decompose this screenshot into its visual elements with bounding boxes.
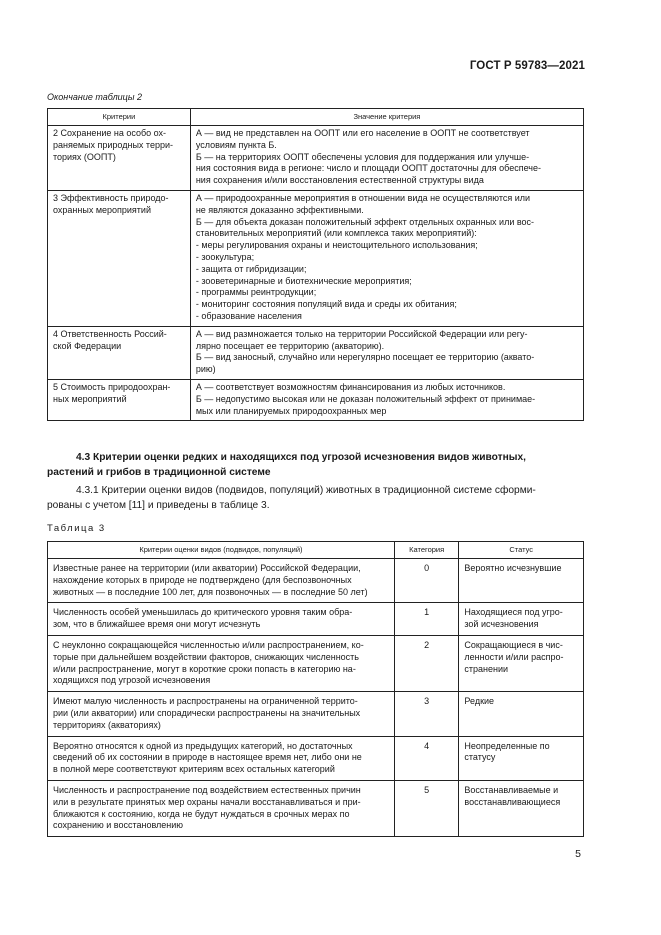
cell-line: животных — в последние 100 лет, для позвоночных — в последние 50 лет) <box>53 586 368 597</box>
cell-line: - меры регулирования охраны и неистощительного использования; <box>195 240 478 251</box>
paragraph <box>47 484 584 513</box>
cell-line: становительных мероприятий (или комплекса таких мероприятий): <box>195 228 477 239</box>
cell-line: Численность особей уменьшилась до критического уровня таким обра- <box>53 607 353 618</box>
table3-category-cell: 1 <box>394 603 459 636</box>
table3-row <box>48 603 584 636</box>
cell-line: ных мероприятий <box>53 393 127 404</box>
table2-value-cell <box>190 379 583 420</box>
table3-category-cell: 3 <box>394 692 459 736</box>
table3-status-cell <box>459 559 584 603</box>
table2-header-value: Значение критерия <box>190 109 583 126</box>
cell-line: раняемых природных терри- <box>53 139 173 150</box>
paragraph-line: рованы с учетом [11] и приведены в таблице 3. <box>47 499 270 511</box>
cell-line: нахождение которых в природе не подтверждено (для беспозвоночных <box>53 574 352 585</box>
table3-criteria-cell <box>48 603 395 636</box>
cell-line: 4 Ответственность Россий- <box>53 328 167 339</box>
section-heading-line: 4.3 Критерии оценки редких и находящихся под угрозой исчезновения видов животных, <box>76 452 526 463</box>
table3-status-cell <box>459 603 584 636</box>
table3-criteria-cell <box>48 736 395 780</box>
table2-row <box>48 326 584 379</box>
cell-line: ния состояния вида в регионе: число и площади ООПТ достаточны для обеспече- <box>195 163 541 174</box>
cell-line: Вероятно относятся к одной из предыдущих категорий, но достаточных <box>53 740 353 751</box>
cell-line: Б — вид заносный, случайно или нерегулярно посещает ее территорию (аквато- <box>195 352 535 363</box>
cell-line: ния сохранения и/или восстановления естественной структуры вида <box>195 175 484 186</box>
cell-line: 5 Стоимость природоохран- <box>53 381 171 392</box>
cell-line: или в результате принятых мер охраны начали восстанавливаться и при- <box>53 796 361 807</box>
cell-line: не являются доказанно эффективными. <box>195 204 364 215</box>
cell-line: 3 Эффективность природо- <box>53 192 169 203</box>
table3-status-cell <box>459 635 584 691</box>
table3-status-cell <box>459 736 584 780</box>
cell-line: ходящихся под угрозой исчезновения <box>53 675 211 686</box>
cell-line: А — вид размножается только на территории Российской Федерации или регу- <box>195 328 528 339</box>
cell-line: и/или распространение, могут в короткие сроки попасть в категорию на- <box>53 663 356 674</box>
table3-header-criteria: Критерии оценки видов (подвидов, популяций) <box>48 542 395 559</box>
cell-line: территориях (акваториях) <box>53 719 161 730</box>
standard-header: ГОСТ Р 59783—2021 <box>469 60 585 72</box>
cell-line: Редкие <box>464 696 495 707</box>
page-number: 5 <box>575 848 581 860</box>
cell-line: А — соответствует возможностям финансирования из любых источников. <box>195 381 506 392</box>
table3-status-cell <box>459 780 584 836</box>
cell-line: ленности и/или распро- <box>464 651 564 662</box>
table3-body <box>48 559 584 837</box>
cell-line: - защита от гибридизации; <box>195 263 307 274</box>
table2-value-cell <box>190 326 583 379</box>
cell-line: зой исчезновения <box>464 619 539 630</box>
paragraph-line: 4.3.1 Критерии оценки видов (подвидов, популяций) животных в традиционной системе сформи- <box>76 485 536 496</box>
cell-line: 2 Сохранение на особо ох- <box>53 128 167 138</box>
table2-header-criteria: Критерии <box>48 109 191 126</box>
table2-value-cell <box>190 190 583 326</box>
cell-line: условиям пункта Б. <box>195 139 277 150</box>
cell-line: рию) <box>195 364 216 375</box>
cell-line: А — природоохранные мероприятия в отношении вида не осуществляются или <box>195 192 531 203</box>
cell-line: лярно посещает ее территорию (акваторию). <box>195 340 385 351</box>
table2-criterion-cell <box>48 126 191 191</box>
table2-row <box>48 379 584 420</box>
cell-line: С неуклонно сокращающейся численностью и/или распространением, ко- <box>53 639 364 650</box>
cell-line: Неопределенные по <box>464 740 550 751</box>
cell-line: Имеют малую численность и распространены на ограниченной террито- <box>53 696 358 707</box>
table3-header-status: Статус <box>459 542 584 559</box>
cell-line: восстанавливающиеся <box>464 796 561 807</box>
table2-criterion-cell <box>48 326 191 379</box>
cell-line: Вероятно исчезнувшие <box>464 563 562 573</box>
table3-criteria-cell <box>48 780 395 836</box>
cell-line: охранных мероприятий <box>53 204 151 215</box>
cell-line: А — вид не представлен на ООПТ или его население в ООПТ не соответствует <box>195 128 530 138</box>
cell-line: Численность и распространение под воздействием естественных причин <box>53 784 361 795</box>
table3-category-cell: 0 <box>394 559 459 603</box>
table2-header-row <box>48 109 584 126</box>
cell-line: Известные ранее на территории (или акватории) Российской Федерации, <box>53 563 361 573</box>
table3-header-category: Категория <box>394 542 459 559</box>
table2-value-cell <box>190 126 583 191</box>
table3-status-cell <box>459 692 584 736</box>
table-2 <box>47 108 584 421</box>
cell-line: зом, что в ближайшее время они могут исчезнуть <box>53 619 261 630</box>
table-3 <box>47 541 584 837</box>
cell-line: мых или планируемых природоохранных мер <box>195 405 387 416</box>
table3-header-row <box>48 542 584 559</box>
table2-body <box>48 126 584 421</box>
cell-line: Б — недопустимо высокая или не доказан положительный эффект от принимае- <box>195 393 536 404</box>
cell-line: - зооветеринарные и биотехнические мероприятия; <box>195 275 412 286</box>
cell-line: Находящиеся под угро- <box>464 607 563 618</box>
cell-line: ториях (ООПТ) <box>53 151 116 162</box>
cell-line: - зоокультура; <box>195 251 255 262</box>
cell-line: странении <box>464 663 509 674</box>
cell-line: Восстанавливаемые и <box>464 784 559 795</box>
section-heading <box>47 451 584 480</box>
table3-caption: Таблица 3 <box>47 523 106 534</box>
cell-line: торые при дальнейшем воздействии факторов, снижающих численность <box>53 651 359 662</box>
table2-row <box>48 126 584 191</box>
table3-category-cell: 2 <box>394 635 459 691</box>
cell-line: сохранению и восстановлению <box>53 820 184 831</box>
cell-line: ближаются к состоянию, когда не будут нуждаться в срочных мерах по <box>53 808 350 819</box>
cell-line: в полной мере соответствуют критериям всех остальных категорий <box>53 764 335 775</box>
table3-row <box>48 780 584 836</box>
table3-criteria-cell <box>48 635 395 691</box>
cell-line: Б — для объекта доказан положительный эффект отдельных охранных или вос- <box>195 216 535 227</box>
table3-row <box>48 559 584 603</box>
table3-criteria-cell <box>48 692 395 736</box>
cell-line: ской Федерации <box>53 340 122 351</box>
table2-row <box>48 190 584 326</box>
table3-criteria-cell <box>48 559 395 603</box>
cell-line: рии (или акватории) или спорадически распространены на значительных <box>53 707 361 718</box>
table2-criterion-cell <box>48 379 191 420</box>
cell-line: - мониторинг состояния популяций вида и среды их обитания; <box>195 299 457 310</box>
table3-category-cell: 5 <box>394 780 459 836</box>
table3-row <box>48 692 584 736</box>
table3-row <box>48 736 584 780</box>
cell-line: статусу <box>464 752 496 763</box>
cell-line: - образование населения <box>195 310 302 321</box>
table3-row <box>48 635 584 691</box>
cell-line: сведений об их состоянии в природе в настоящее время нет, либо они не <box>53 752 362 763</box>
cell-line: - программы реинтродукции; <box>195 287 317 298</box>
table2-caption: Окончание таблицы 2 <box>47 92 142 102</box>
cell-line: Сокращающиеся в чис- <box>464 639 563 650</box>
table2-criterion-cell <box>48 190 191 326</box>
cell-line: Б — на территориях ООПТ обеспечены условия для поддержания или улучше- <box>195 151 530 162</box>
table3-category-cell: 4 <box>394 736 459 780</box>
section-heading-line: растений и грибов в традиционной системе <box>47 466 271 478</box>
